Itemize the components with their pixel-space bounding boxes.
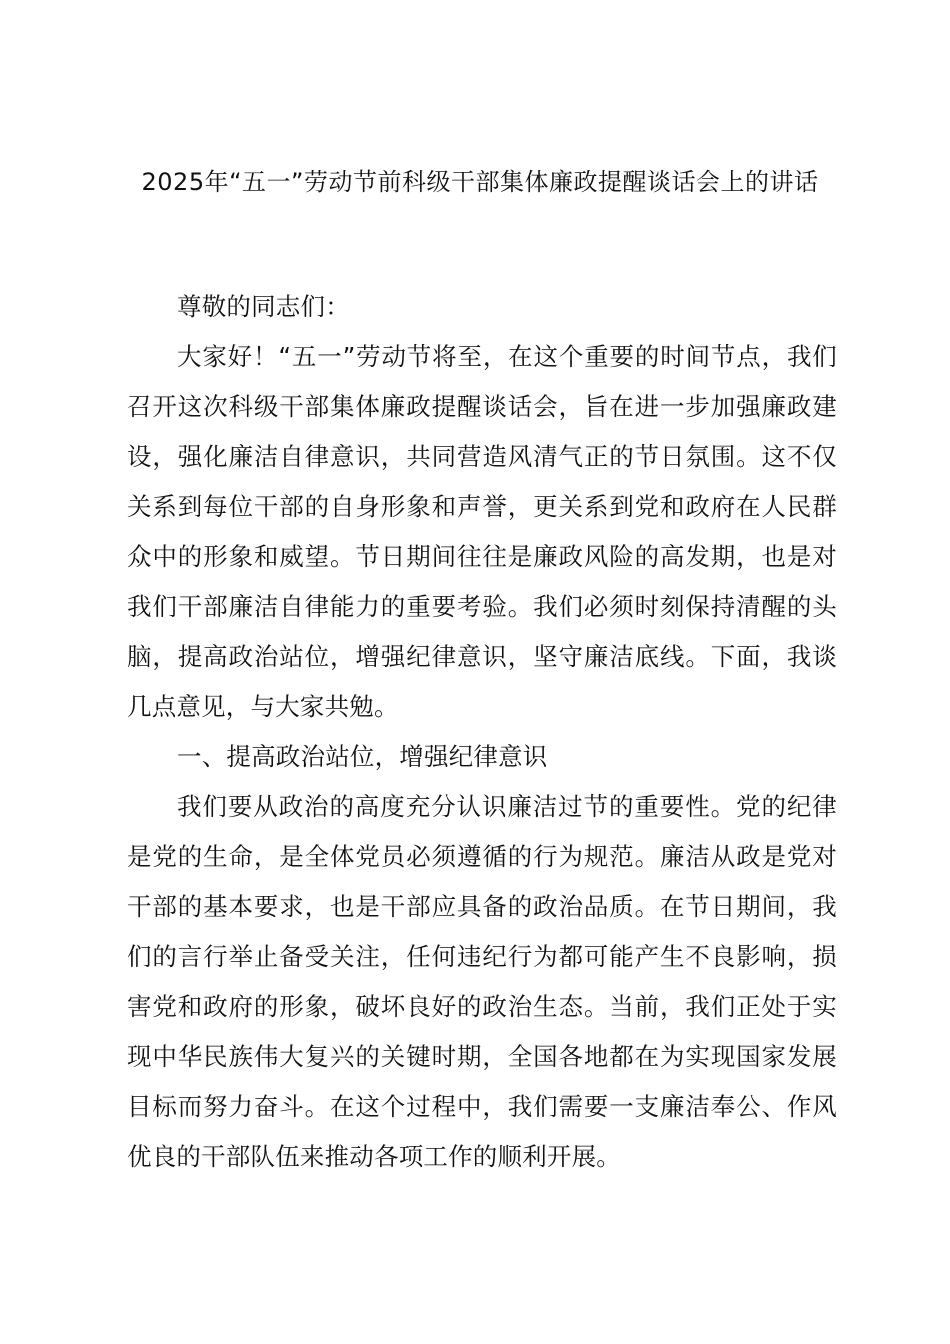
opening-paragraph: 大家好！“五一”劳动节将至，在这个重要的时间节点，我们召开这次科级干部集体廉政提醒谈话会，旨在进一步加强廉政建设，强化廉洁自律意识，共同营造风清气正的节日氛围。这不仅关系到每位干部的自身形象和声誉，更关系到党和政府在人民群众中的形象和威望。节日期间往往是廉政风险的高发期，也是对我们干部廉洁自律能力的重要考验。我们必须时刻保持清醒的头脑，提高政治站位，增强纪律意识，坚守廉洁底线。下面，我谈几点意见，与大家共勉。 xyxy=(127,342,837,721)
section-1-paragraph: 我们要从政治的高度充分认识廉洁过节的重要性。党的纪律是党的生命，是全体党员必须遵循的行为规范。廉洁从政是党对干部的基本要求，也是干部应具备的政治品质。在节日期间，我们的言行举止备受关注，任何违纪行为都可能产生不良影响，损害党和政府的形象，破坏良好的政治生态。当前，我们正处于实现中华民族伟大复兴的关键时期，全国各地都在为实现国家发展目标而努力奋斗。在这个过程中，我们需要一支廉洁奉公、作风优良的干部队伍来推动各项工作的顺利开展。 xyxy=(127,792,837,1171)
document-body xyxy=(127,282,837,1182)
section-heading-1: 一、提高政治站位，增强纪律意识 xyxy=(177,742,548,771)
salutation: 尊敬的同志们： xyxy=(177,292,350,321)
document-title: 2025年“五一”劳动节前科级干部集体廉政提醒谈话会上的讲话 xyxy=(141,168,819,196)
